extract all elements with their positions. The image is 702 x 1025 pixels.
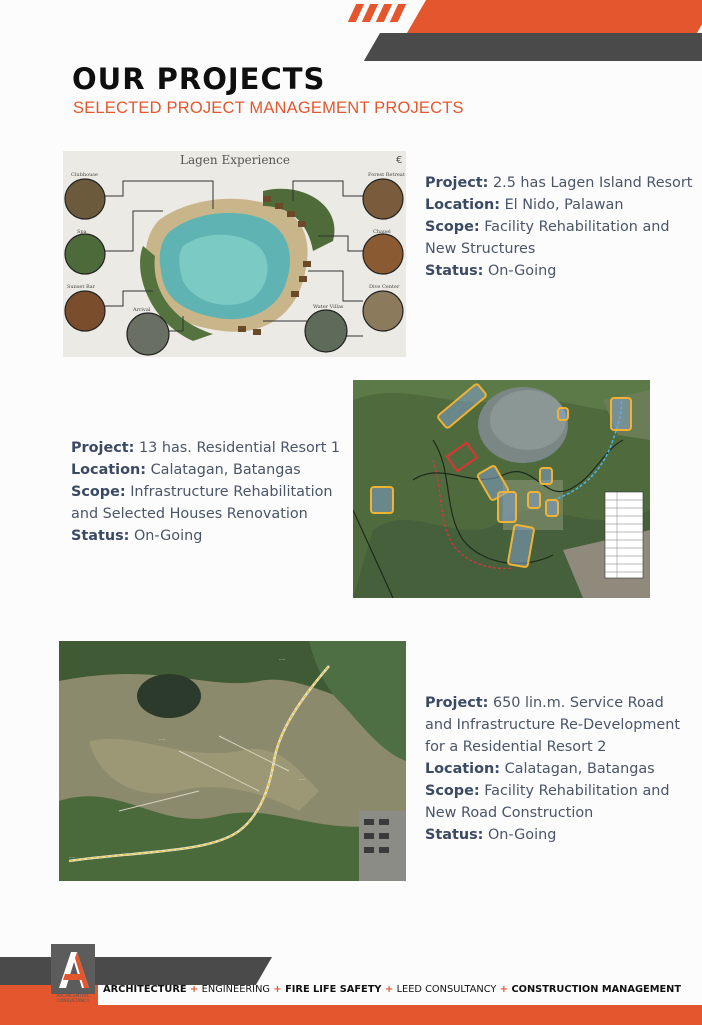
svg-text:Dive Center: Dive Center (369, 284, 400, 290)
svg-text:Arrival: Arrival (133, 307, 151, 313)
status-label: Status: (425, 263, 484, 279)
tagline-engineering: ENGINEERING (201, 984, 270, 995)
project-value-line2: and Infrastructure Re-Development (425, 717, 680, 733)
page-subtitle: SELECTED PROJECT MANAGEMENT PROJECTS (73, 99, 464, 117)
status-value: On-Going (487, 263, 557, 279)
project-value-line3: for a Residential Resort 2 (425, 739, 607, 755)
tagline-architecture: ARCHITECTURE (103, 984, 187, 995)
scope-label: Scope: (425, 219, 480, 235)
svg-text:Chapel: Chapel (373, 229, 391, 235)
logo-line2: CONSULTANCY (56, 999, 90, 1004)
status-value: On-Going (487, 827, 557, 843)
location-value: Calatagan, Batangas (504, 761, 655, 777)
project-value: 13 has. Residential Resort 1 (138, 440, 341, 456)
location-label: Location: (425, 761, 500, 777)
lagen-map-title: Lagen Experience (180, 153, 290, 167)
svg-text:Sunset Bar: Sunset Bar (67, 284, 96, 290)
lagen-resort-map-image (63, 151, 406, 357)
svg-text:·····: ····· (299, 777, 306, 782)
project-label: Project: (425, 175, 489, 191)
svg-text:·····: ····· (159, 737, 166, 742)
footer-tagline (103, 984, 681, 995)
logo-text (50, 994, 96, 1004)
status-label: Status: (425, 827, 484, 843)
scope-value-line2: New Structures (425, 241, 536, 257)
project-value-line1: 650 lin.m. Service Road (492, 695, 664, 711)
scope-value-line1: Facility Rehabilitation and (484, 783, 670, 799)
company-logo (51, 944, 95, 994)
location-value: Calatagan, Batangas (150, 462, 301, 478)
logo-a-icon (51, 944, 95, 994)
plus-separator: + (273, 984, 282, 995)
residential-resort-1-aerial-image (353, 380, 650, 598)
plus-separator: + (499, 984, 509, 995)
scope-value-line2: and Selected Houses Renovation (71, 506, 308, 522)
scope-value-line1: Infrastructure Rehabilitation (130, 484, 333, 500)
location-label: Location: (71, 462, 146, 478)
scope-label: Scope: (425, 783, 480, 799)
status-label: Status: (71, 528, 130, 544)
svg-text:Water Villas: Water Villas (313, 304, 344, 310)
service-road-aerial-image (59, 641, 406, 881)
status-value: On-Going (133, 528, 203, 544)
plus-separator: + (190, 984, 199, 995)
project-label: Project: (425, 695, 489, 711)
top-dark-bar (364, 33, 702, 61)
svg-text:·····: ····· (69, 855, 76, 860)
tagline-fire-life-safety: FIRE LIFE SAFETY (285, 984, 382, 995)
scope-label: Scope: (71, 484, 126, 500)
project-label: Project: (71, 440, 135, 456)
scope-value-line1: Facility Rehabilitation and (484, 219, 670, 235)
location-value: El Nido, Palawan (504, 197, 624, 213)
tagline-construction-management: CONSTRUCTION MANAGEMENT (511, 984, 682, 995)
project-3-description (425, 692, 680, 846)
top-orange-bar (407, 0, 702, 33)
project-2-description (71, 437, 340, 547)
svg-text:Clubhouse: Clubhouse (71, 172, 98, 178)
plus-separator: + (384, 984, 394, 995)
svg-text:·····: ····· (279, 657, 286, 662)
footer-dark-bar (0, 957, 272, 985)
svg-text:Forest Retreat: Forest Retreat (368, 172, 405, 178)
tagline-leed-consultancy: LEED CONSULTANCY (396, 984, 497, 995)
location-label: Location: (425, 197, 500, 213)
svg-text:€: € (396, 155, 403, 166)
project-1-description (425, 172, 692, 282)
scope-value-line2: New Road Construction (425, 805, 594, 821)
project-value: 2.5 has Lagen Island Resort (492, 175, 693, 191)
svg-text:Spa: Spa (77, 229, 87, 235)
page-title: OUR PROJECTS (72, 62, 326, 96)
logo-line1: ARCHICENTRIC (56, 994, 90, 999)
